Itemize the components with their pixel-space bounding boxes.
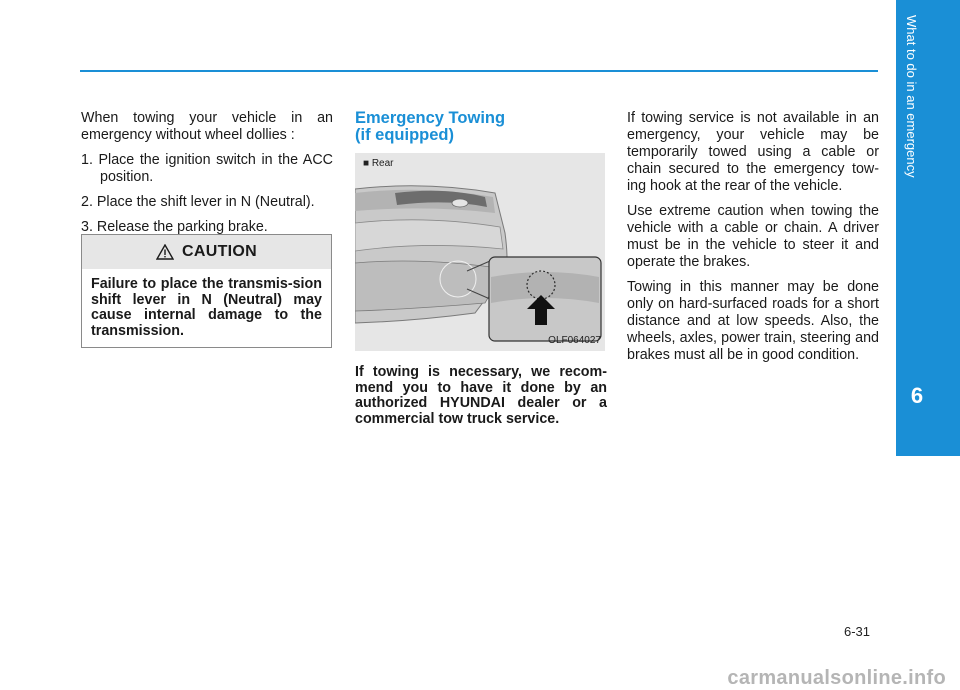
caution-header [82, 235, 331, 269]
warning-triangle-icon [156, 244, 174, 260]
watermark: carmanualsonline.info [727, 667, 946, 689]
car-rear-illustration [355, 153, 605, 351]
chapter-side-tab-lower [896, 421, 960, 456]
paragraph: If towing service is not available in an emergency, your vehicle may be temporarily towed using a cable or chain secured to the emergency tow-ing hook at the rear of the vehicle. [627, 110, 879, 194]
chapter-number: 6 [896, 371, 960, 421]
top-rule [80, 70, 878, 72]
chapter-title: What to do in an emergency [904, 15, 919, 178]
step-item: 1. Place the ignition switch in the ACC position. [81, 152, 333, 185]
intro-paragraph: When towing your vehicle in an emergency without wheel dollies : [81, 110, 333, 143]
caution-box [81, 234, 332, 348]
figure-label: ■ Rear [363, 158, 394, 169]
paragraph: Towing in this manner may be done only on hard-surfaced roads for a short distance and at low speeds. Also, the wheels, axles, power train, steering and brakes must all be in good condition. [627, 279, 879, 363]
tow-hook-figure [355, 153, 605, 351]
figure-code: OLF064027 [548, 335, 601, 346]
column-right [627, 110, 879, 372]
step-item: 2. Place the shift lever in N (Neutral). [81, 194, 315, 210]
page-number: 6-31 [844, 624, 871, 639]
caution-title: CAUTION [182, 243, 257, 260]
column-middle [355, 110, 607, 435]
caution-text: Failure to place the transmis-sion shift lever in N (Neutral) may cause internal damage to the transmission. [91, 276, 322, 339]
column-left [81, 110, 333, 244]
section-title: Emergency Towing (if equipped) [355, 109, 506, 144]
step-item: 3. Release the parking brake. [81, 219, 268, 235]
recommendation-paragraph: If towing is necessary, we recom-mend you to have it done by an authorized HYUNDAI dealer or a commercial tow truck service. [355, 364, 607, 427]
paragraph: Use extreme caution when towing the vehicle with a cable or chain. A driver must be in the vehicle to steer it and operate the brakes. [627, 203, 879, 270]
